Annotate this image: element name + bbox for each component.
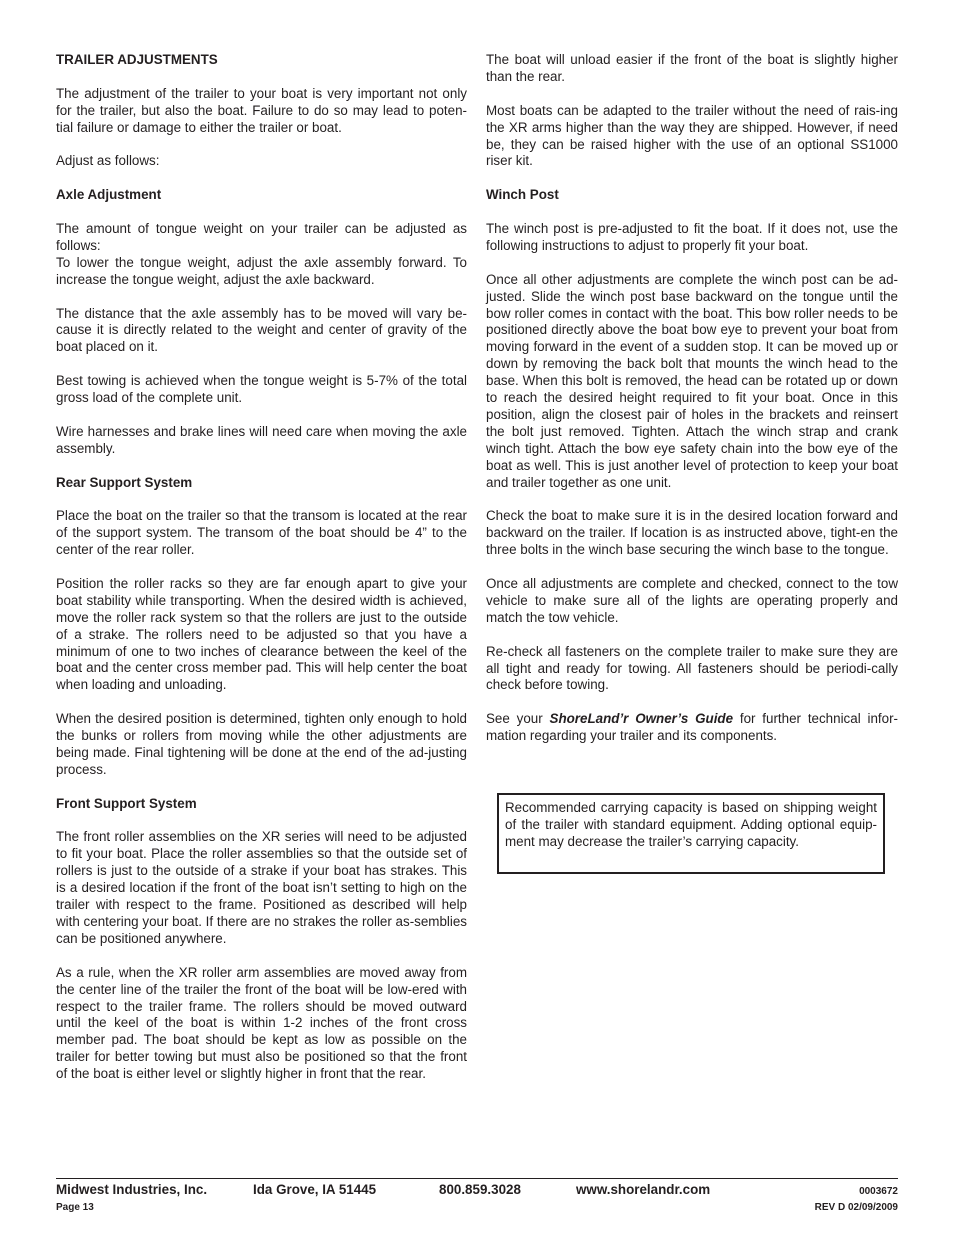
front-paragraph-2: As a rule, when the XR roller arm assemblies are moved away from the center line of the trailer the front of the boat will be low-ered with respect to the trailer frame. The rollers should be moved outward until the keel of the boat is within 1-2 inches of the front cross member pad. The boat should be kept as low as possible on the trailer for better towing but must also be positioned so that the front of the boat is either level or slightly higher in front that the rear. (56, 964, 467, 1082)
page-title: TRAILER ADJUSTMENTS (56, 52, 218, 67)
axle-paragraph-2: The distance that the axle assembly has to be moved will vary be-cause it is directly related to the weight and center of gravity of the boat placed on it. (56, 305, 467, 355)
winch-paragraph-6 (486, 711, 898, 745)
front-support-heading: Front Support System (56, 795, 197, 811)
footer-revision: REV D 02/09/2009 (814, 1202, 898, 1213)
adjust-as-follows: Adjust as follows: (56, 153, 160, 169)
winch-post-heading: Winch Post (486, 187, 559, 203)
footer-location: Ida Grove, IA 51445 (253, 1182, 377, 1197)
right-paragraph-2: Most boats can be adapted to the trailer without the need of rais-ing the XR arms higher than the way they are shipped. However, if need be, they can be raised higher with the use of an optional SS1000 riser kit. (486, 102, 898, 169)
winch-paragraph-3: Check the boat to make sure it is in the desired location forward and backward on the trailer. If location is as instructed above, tight-en the three bolts in the winch base securing the winch base to the tongue. (486, 508, 898, 558)
capacity-notice-box (497, 793, 885, 874)
winch-paragraph-5: Re-check all fasteners on the complete trailer to make sure they are all tight and ready for towing. All fasteners should be periodi-cally check before towing. (486, 643, 898, 693)
front-paragraph-1: The front roller assemblies on the XR series will need to be adjusted to fit your boat. Place the roller assemblies so that the outside set of rollers is just to the outside of a strake if your boat has strakes. This is a desired location if the front of the boat isn’t setting to high on the trailer with respect to the frame. Positioned as described will help with centering your boat. If there are no strakes the roller as-semblies can be positioned anywhere. (56, 829, 467, 946)
axle-paragraph-3: Best towing is achieved when the tongue weight is 5-7% of the total gross load of the complete unit. (56, 373, 467, 406)
right-paragraph-1: The boat will unload easier if the front of the boat is slightly higher than the rear. (486, 52, 898, 84)
axle-paragraph-1-line-1: The amount of tongue weight on your trailer can be adjusted as follows: (56, 221, 467, 253)
axle-paragraph-4: Wire harnesses and brake lines will need care when moving the axle assembly. (56, 423, 467, 456)
winch-paragraph-2: Once all other adjustments are complete the winch post can be ad-justed. Slide the winch post base backward on the tongue until the bow roller comes in contact with the boat. This bow roller needs to be positioned directly above the boat bow eye to prevent your boat from moving forward in the event of a sudden stop. It can be moved up or down by removing the back bolt that mounts the winch head to the base. When this bolt is removed, the head can be rotated up or down to reach the desired height required to fit your boat. Once in this position, align the closest pair of holes in the brackets and reinsert the bolt just removed. Tighten. Attach the winch strap and crank winch tight. Attach the bow eye safety chain into the bow eye of the boat as well. This is just another level of protection to keep your boat and trailer together as one unit. (486, 271, 898, 490)
owners-guide-suffix: for further technical infor-mation regarding your trailer and its components. (486, 711, 898, 744)
footer-company: Midwest Industries, Inc. (56, 1182, 208, 1197)
owners-guide-prefix: See your (486, 711, 550, 727)
intro-paragraph: The adjustment of the trailer to your boat is very important not only for the trailer, but also the boat. Failure to do so may lead to poten-tial failure or damage to either the trailer or boat. (56, 85, 467, 135)
capacity-notice-text: Recommended carrying capacity is based on shipping weight of the trailer with standard equipment. Adding optional equip-ment may decrease the trailer’s carrying capacity. (505, 800, 877, 849)
footer-phone: 800.859.3028 (439, 1182, 521, 1197)
rear-support-heading: Rear Support System (56, 474, 193, 490)
rear-paragraph-3: When the desired position is determined, tighten only enough to hold the bunks or rollers from moving while the other adjustments are being made. Final tightening will be done at the end of the ad-justing process. (56, 711, 467, 777)
footer-doc-number: 0003672 (859, 1186, 898, 1197)
rear-paragraph-1: Place the boat on the trailer so that the transom is located at the rear of the support system. The transom of the boat should be 4” to the center of the rear roller. (56, 508, 467, 558)
axle-adjustment-heading: Axle Adjustment (56, 187, 162, 203)
owners-guide-title: ShoreLand’r Owner’s Guide (549, 711, 734, 727)
right-column (486, 52, 898, 762)
winch-paragraph-4: Once all adjustments are complete and checked, connect to the tow vehicle to make sure all of the lights are operating properly and match the tow vehicle. (486, 576, 898, 625)
axle-paragraph-1-line-2: To lower the tongue weight, adjust the axle assembly forward. To increase the tongue weight, adjust the axle backward. (56, 254, 467, 287)
axle-paragraph-1 (56, 221, 467, 289)
footer-divider (56, 1178, 898, 1179)
footer-page-number: Page 13 (56, 1202, 94, 1213)
footer-website[interactable]: www.shorelandr.com (576, 1182, 711, 1197)
winch-paragraph-1: The winch post is pre-adjusted to fit the boat. If it does not, use the following instructions to adjust to properly fit your boat. (486, 221, 898, 253)
left-column (56, 52, 467, 1100)
rear-paragraph-2: Position the roller racks so they are far enough apart to give your boat stability while transporting. When the desired width is achieved, move the roller rack system so that the rollers are just to the outside of a strake. The rollers need to be adjusted so that you have a minimum of one to two inches of clearance between the keel of the boat and the center cross member pad. This will help center the boat when loading and unloading. (56, 575, 467, 693)
